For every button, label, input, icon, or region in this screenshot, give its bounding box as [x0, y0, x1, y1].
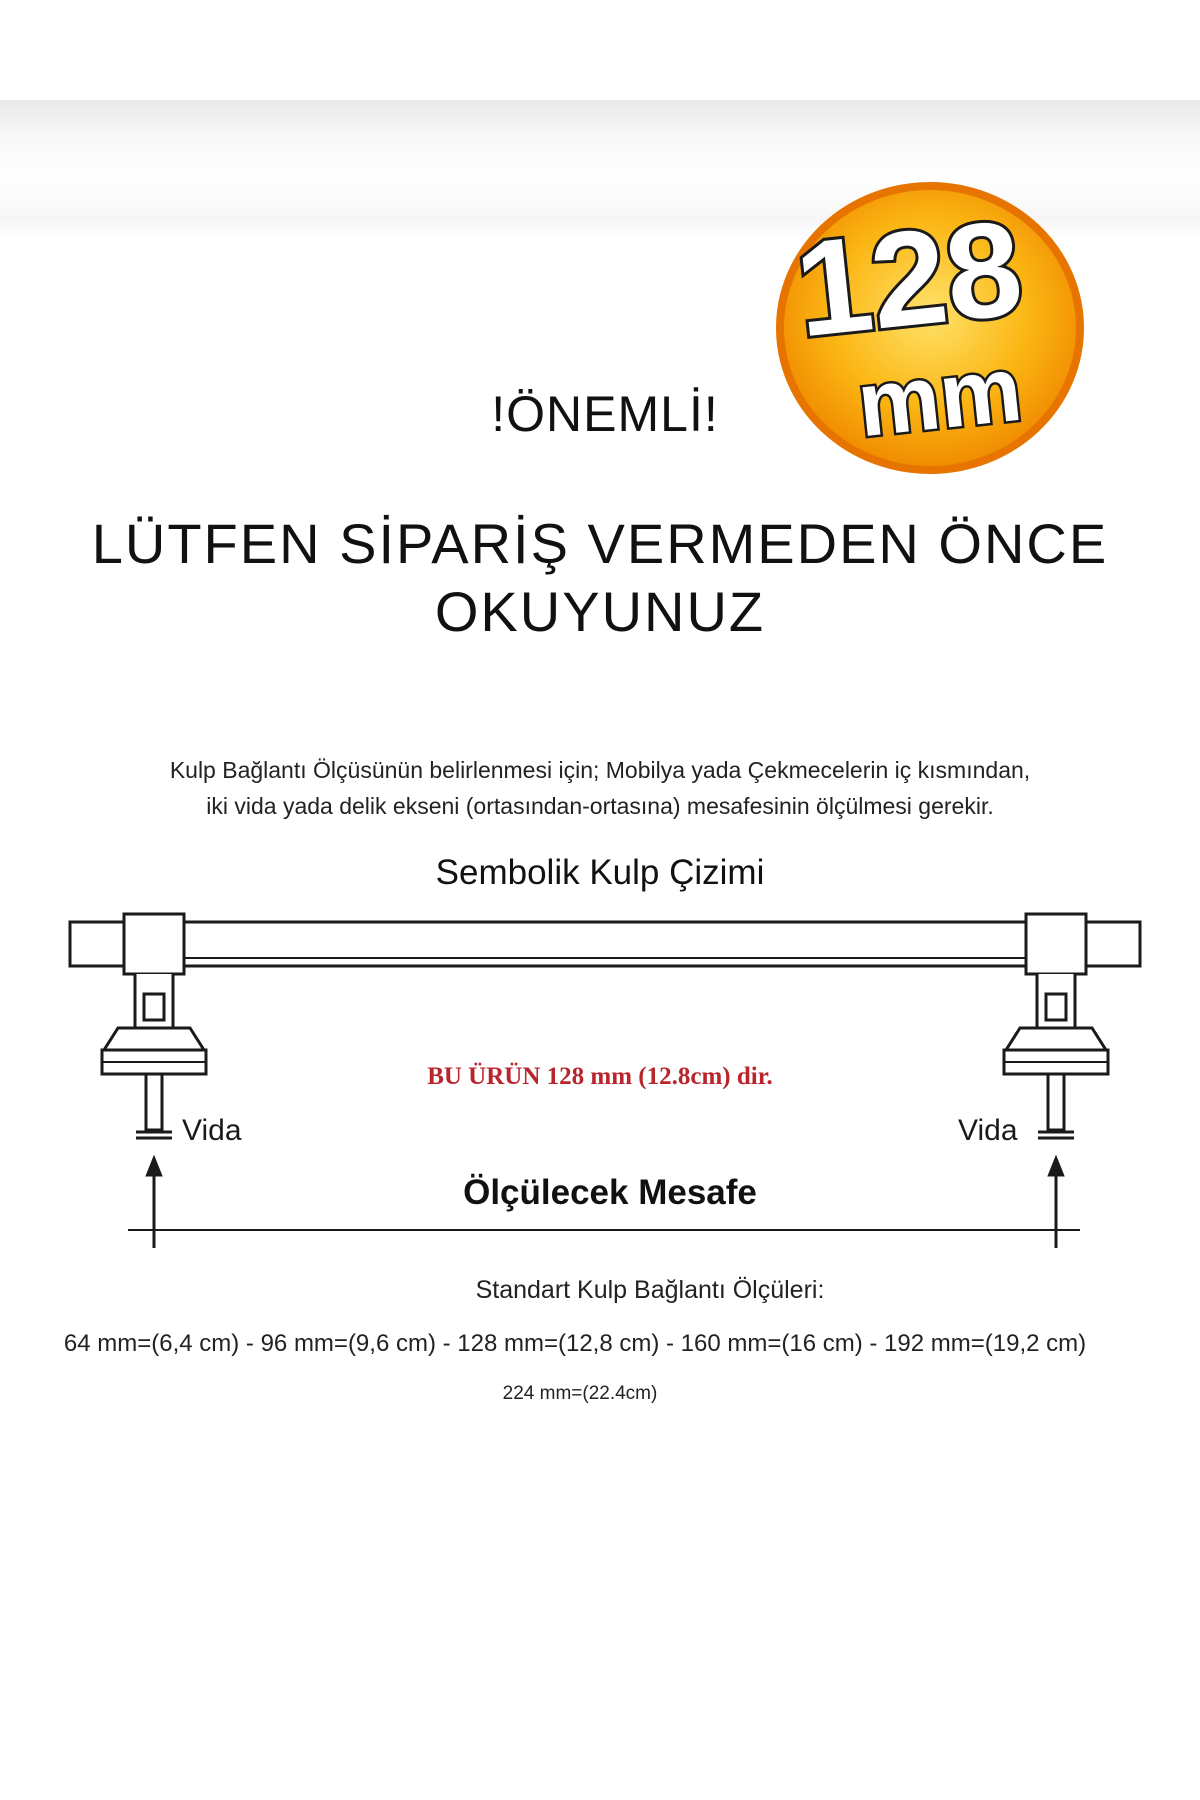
measurement-instructions [60, 752, 1140, 824]
badge-number: 128 [788, 191, 1029, 366]
headline-line-2: OKUYUNUZ [434, 580, 766, 643]
instructions-line-2: iki vida yada delik ekseni (ortasından-ortasına) mesafesinin ölçülmesi gerekir. [206, 793, 994, 819]
right-screw-icon [1048, 1074, 1064, 1130]
standard-sizes-list: 64 mm=(6,4 cm) - 96 mm=(9,6 cm) - 128 mm=(12,8 cm) - 160 mm=(16 cm) - 192 mm=(19,2 cm) [63, 1330, 1087, 1357]
standard-sizes-title: Standart Kulp Bağlantı Ölçüleri: [475, 1276, 825, 1304]
instructions-line-1: Kulp Bağlantı Ölçüsünün belirlenmesi için; Mobilya yada Çekmecelerin iç kısmından, [169, 757, 1031, 783]
screw-label-right: Vida [958, 1114, 1018, 1147]
left-nut-icon [144, 994, 164, 1020]
left-mount-base [104, 1028, 204, 1050]
screw-label-left: Vida [182, 1114, 242, 1147]
important-label: !ÖNEMLİ! [491, 386, 719, 442]
128mm-badge [760, 170, 1090, 480]
page-headline [40, 510, 1160, 646]
measure-distance-label: Ölçülecek Mesafe [463, 1173, 757, 1212]
diagram-title: Sembolik Kulp Çizimi [435, 853, 765, 892]
headline-line-1: LÜTFEN SİPARİŞ VERMEDEN ÖNCE [91, 512, 1109, 575]
left-screw-icon [146, 1074, 162, 1130]
standard-sizes-extra: 224 mm=(22.4cm) [502, 1383, 658, 1404]
left-end-block [124, 914, 184, 974]
product-size-note: BU ÜRÜN 128 mm (12.8cm) dir. [427, 1063, 773, 1090]
badge-unit: mm [852, 337, 1027, 457]
right-nut-icon [1046, 994, 1066, 1020]
right-mount-base [1006, 1028, 1106, 1050]
handle-bar [70, 922, 1140, 966]
right-end-block [1026, 914, 1086, 974]
